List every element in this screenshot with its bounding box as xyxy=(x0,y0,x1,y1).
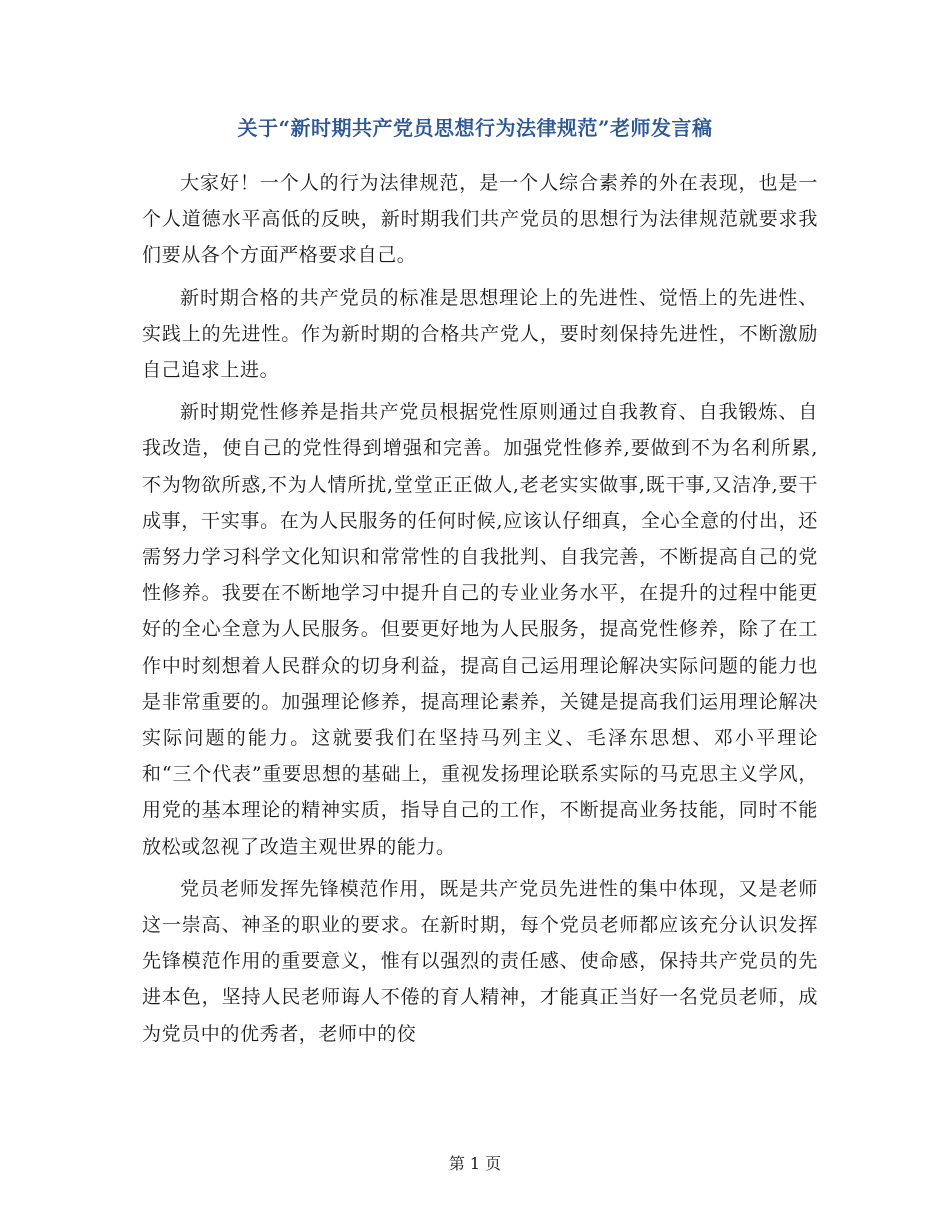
paragraph-1: 大家好！一个人的行为法律规范，是一个人综合素养的外在表现，也是一个人道德水平高低的反映，新时期我们共产党员的思想行为法律规范就要求我们要从各个方面严格要求自己。 xyxy=(142,172,818,267)
document-title: 关于“新时期共产党员思想行为法律规范”老师发言稿 xyxy=(237,116,713,140)
paragraph-2: 新时期合格的共产党员的标准是思想理论上的先进性、觉悟上的先进性、实践上的先进性。作为新时期的合格共产党人，要时刻保持先进性，不断激励自己追求上进。 xyxy=(142,286,818,382)
paragraph-3: 新时期党性修养是指共产党员根据党性原则通过自我教育、自我锻炼、自我改造，使自己的党性得到增强和完善。加强党性修养,要做到不为名利所累,不为物欲所惑,不为人情所扰,堂堂正正做人,老老实实做事,既干事,又洁净,要干成事，干实事。在为人民服务的任何时候,应该认仔细真，全心全意的付出，还需努力学习科学文化知识和常常性的自我批判、自我完善，不断提高自己的党性修养。我要在不断地学习中提升自己的专业业务水平，在提升的过程中能更好的全心全意为人民服务。但要更好地为人民服务，提高党性修养，除了在工作中时刻想着人民群众的切身利益，提高自己运用理论解决实际问题的能力也是非常重要的。加强理论修养，提高理论素养，关键是提高我们运用理论解决实际问题的能力。这就要我们在坚持马列主义、毛泽东思想、邓小平理论和“三个代表”重要思想的基础上，重视发扬理论联系实际的马克思主义学风，用党的基本理论的精神实质，指导自己的工作，不断提高业务技能，同时不能放松或忽视了改造主观世界的能力。 xyxy=(142,401,818,858)
paragraph-4: 党员老师发挥先锋模范作用，既是共产党员先进性的集中体现，又是老师这一崇高、神圣的职业的要求。在新时期，每个党员老师都应该充分认识发挥先锋模范作用的重要意义，惟有以强烈的责任感、使命感，保持共产党员的先进本色，坚持人民老师诲人不倦的育人精神，才能真正当好一名党员老师，成为党员中的优秀者，老师中的佼 xyxy=(142,877,818,1045)
document-body xyxy=(142,165,818,1058)
page-number: 第 1 页 xyxy=(448,1154,502,1173)
